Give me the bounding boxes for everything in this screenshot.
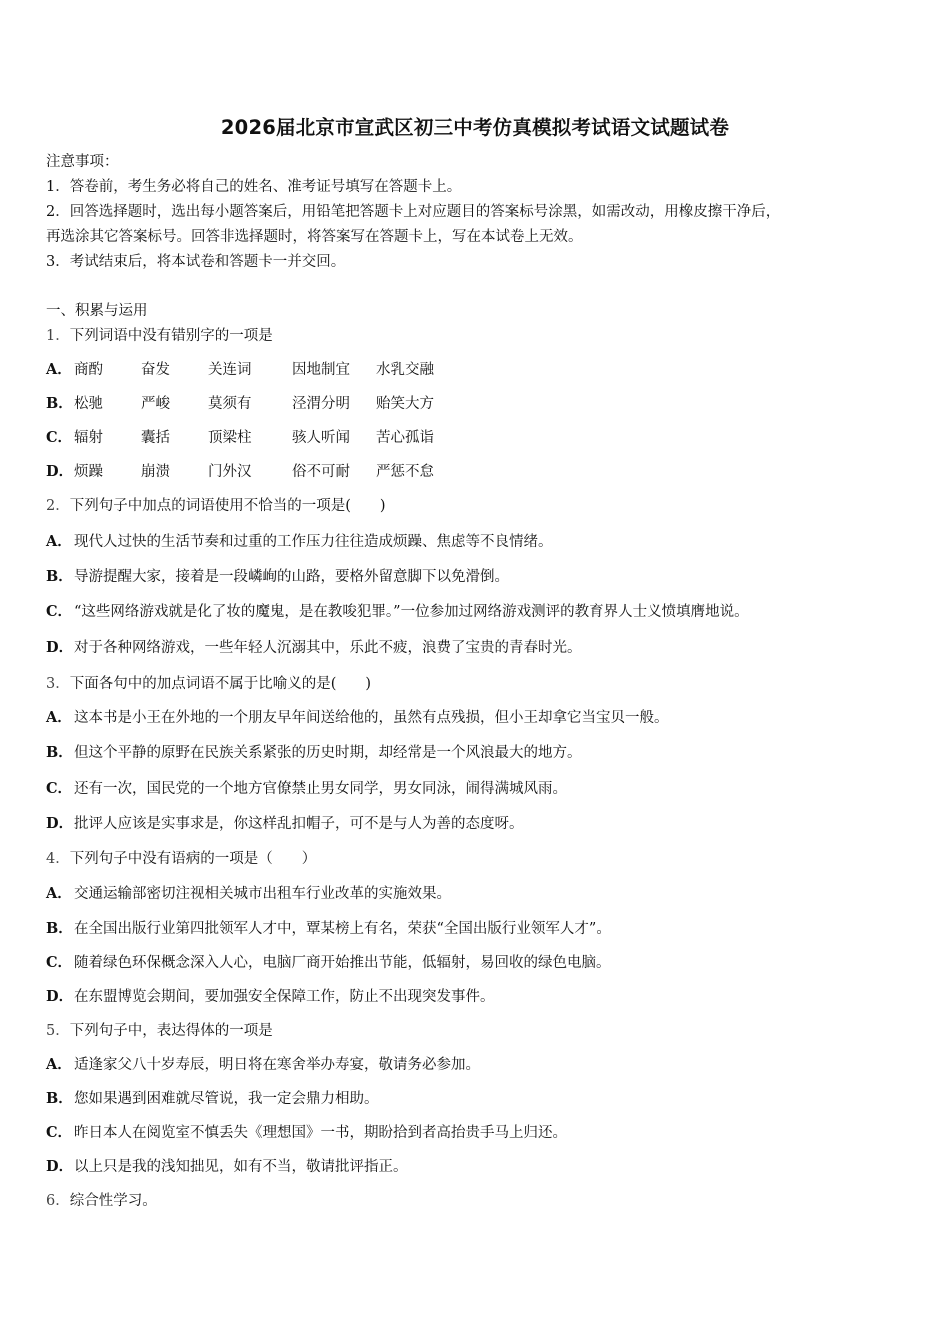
- question-4: [46, 849, 316, 869]
- option-text: 但这个平静的原野在民族关系紧张的历史时期，却经常是一个风浪最大的地方。: [74, 745, 582, 761]
- option-label: D．: [46, 988, 74, 1005]
- option-word: 烦躁: [74, 464, 103, 480]
- q5-option-b: [46, 1089, 379, 1109]
- option-text: 交通运输部密切注视相关城市出租车行业改革的实施效果。: [74, 886, 451, 902]
- notice-item: 1．答卷前，考生务必将自己的姓名、准考证号填写在答题卡上。: [46, 179, 462, 195]
- q3-option-b: [46, 743, 582, 763]
- option-word: 严峻: [141, 396, 170, 412]
- option-text: 以上只是我的浅知拙见，如有不当，敬请批评指正。: [74, 1159, 408, 1175]
- option-text: 对于各种网络游戏，一些年轻人沉溺其中，乐此不疲，浪费了宝贵的青春时光。: [74, 640, 582, 656]
- option-text: 在东盟博览会期间，要加强安全保障工作，防止不出现突发事件。: [74, 989, 495, 1005]
- question-stem: 下列句子中，表达得体的一项是: [69, 1023, 273, 1039]
- question-number: 4．: [46, 851, 70, 867]
- option-text: “这些网络游戏就是化了妆的魔鬼，是在教唆犯罪。”一位参加过网络游戏测评的教育界人士义愤填膺地说。: [74, 604, 749, 620]
- option-word: 囊括: [141, 430, 170, 446]
- option-word: 因地制宜: [292, 362, 350, 378]
- option-text: 随着绿色环保概念深入人心，电脑厂商开始推出节能，低辐射，易回收的绿色电脑。: [74, 955, 611, 971]
- option-text: 您如果遇到困难就尽管说，我一定会鼎力相助。: [74, 1091, 379, 1107]
- option-word: 贻笑大方: [376, 396, 434, 412]
- notice-item: 再选涂其它答案标号。回答非选择题时，将答案写在答题卡上，写在本试卷上无效。: [46, 229, 583, 245]
- option-word: 莫须有: [208, 396, 252, 412]
- q5-option-c: [46, 1123, 567, 1143]
- option-label: D．: [46, 463, 74, 480]
- option-label: C．: [46, 780, 73, 797]
- option-word: 门外汉: [208, 464, 252, 480]
- option-text: 现代人过快的生活节奏和过重的工作压力往往造成烦躁、焦虑等不良情绪。: [74, 534, 553, 550]
- option-word: 崩溃: [141, 464, 170, 480]
- question-5: [46, 1021, 273, 1041]
- q4-option-c: [46, 953, 611, 973]
- q3-option-c: [46, 779, 567, 799]
- option-label: A．: [46, 533, 72, 550]
- q2-option-d: [46, 638, 582, 658]
- option-label: C．: [46, 429, 73, 446]
- option-label: B．: [46, 1090, 73, 1107]
- option-label: A．: [46, 1056, 72, 1073]
- q2-option-c: [46, 602, 749, 622]
- notice-item: 2．回答选择题时，选出每小题答案后，用铅笔把答题卡上对应题目的答案标号涂黑，如需改动，用橡皮擦干净后，: [46, 204, 781, 220]
- question-stem: 下列句子中加点的词语使用不恰当的一项是( ): [69, 498, 386, 514]
- option-text: 适逢家父八十岁寿辰，明日将在寒舍举办寿宴，敬请务必参加。: [74, 1057, 480, 1073]
- notice-item: 3．考试结束后，将本试卷和答题卡一并交回。: [46, 254, 346, 270]
- option-word: 奋发: [141, 362, 170, 378]
- option-word: 骇人听闻: [292, 430, 350, 446]
- q5-option-a: [46, 1055, 480, 1075]
- q3-option-d: [46, 814, 524, 834]
- q1-option-b: [46, 394, 434, 414]
- q2-option-b: [46, 567, 509, 587]
- option-label: C．: [46, 954, 73, 971]
- notice-heading: 注意事项：: [46, 154, 119, 170]
- question-stem: 下列句子中没有语病的一项是（ ）: [69, 851, 317, 867]
- option-label: D．: [46, 639, 74, 656]
- option-word: 商酌: [74, 362, 103, 378]
- option-text: 还有一次，国民党的一个地方官僚禁止男女同学，男女同泳，闹得满城风雨。: [74, 781, 567, 797]
- question-number: 3．: [46, 676, 70, 692]
- option-label: A．: [46, 885, 72, 902]
- question-6: [46, 1191, 157, 1211]
- option-label: A．: [46, 709, 72, 726]
- option-word: 关连词: [208, 362, 252, 378]
- option-word: 松驰: [74, 396, 103, 412]
- option-word: 苦心孤诣: [376, 430, 434, 446]
- option-label: B．: [46, 568, 73, 585]
- q4-option-d: [46, 987, 495, 1007]
- question-number: 5．: [46, 1023, 70, 1039]
- option-word: 辐射: [74, 430, 103, 446]
- option-label: A．: [46, 361, 72, 378]
- q5-option-d: [46, 1157, 408, 1177]
- option-text: 在全国出版行业第四批领军人才中，覃某榜上有名，荣获“全国出版行业领军人才”。: [74, 921, 611, 937]
- option-label: D．: [46, 1158, 74, 1175]
- option-label: C．: [46, 603, 73, 620]
- option-text: 批评人应该是实事求是，你这样乱扣帽子，可不是与人为善的态度呀。: [74, 816, 524, 832]
- q2-option-a: [46, 532, 553, 552]
- option-word: 泾渭分明: [292, 396, 350, 412]
- option-text: 这本书是小王在外地的一个朋友早年间送给他的，虽然有点残损，但小王却拿它当宝贝一般。: [74, 710, 669, 726]
- question-number: 2．: [46, 498, 70, 514]
- option-label: D．: [46, 815, 74, 832]
- option-label: B．: [46, 744, 73, 761]
- q1-option-d: [46, 462, 434, 482]
- option-word: 俗不可耐: [292, 464, 350, 480]
- q3-option-a: [46, 708, 669, 728]
- question-number: 6．: [46, 1193, 70, 1209]
- option-text: 昨日本人在阅览室不慎丢失《理想国》一书，期盼拾到者高抬贵手马上归还。: [74, 1125, 567, 1141]
- q4-option-a: [46, 884, 451, 904]
- option-label: B．: [46, 920, 73, 937]
- option-word: 严惩不怠: [376, 464, 434, 480]
- question-number: 1．: [46, 328, 70, 344]
- question-3: [46, 674, 371, 694]
- option-label: C．: [46, 1124, 73, 1141]
- question-stem: 下列词语中没有错别字的一项是: [69, 328, 273, 344]
- option-label: B．: [46, 395, 73, 412]
- page-title: 2026届北京市宣武区初三中考仿真模拟考试语文试题试卷: [220, 116, 730, 139]
- option-word: 水乳交融: [376, 362, 434, 378]
- question-stem: 综合性学习。: [69, 1193, 157, 1209]
- q4-option-b: [46, 919, 611, 939]
- q1-option-c: [46, 428, 434, 448]
- option-word: 顶梁柱: [208, 430, 252, 446]
- option-text: 导游提醒大家，接着是一段嶙峋的山路，要格外留意脚下以免滑倒。: [74, 569, 509, 585]
- section-heading: 一、积累与运用: [46, 303, 148, 319]
- question-stem: 下面各句中的加点词语不属于比喻义的是( ): [69, 676, 372, 692]
- q1-option-a: [46, 360, 434, 380]
- question-1: [46, 326, 273, 346]
- question-2: [46, 496, 386, 516]
